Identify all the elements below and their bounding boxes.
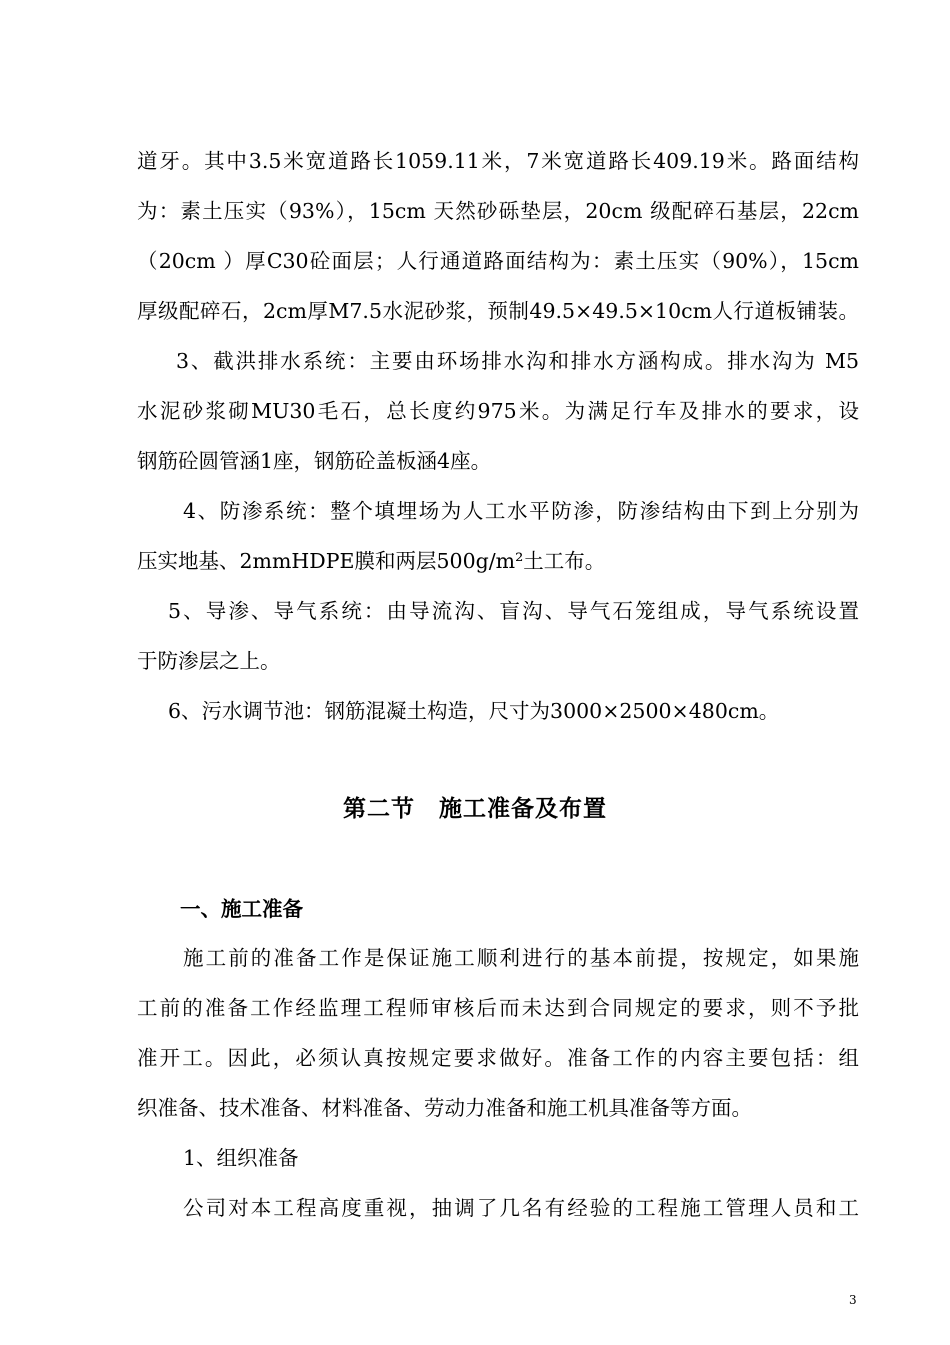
seepage-paragraph-line-2: 压实地基、2mmHDPE膜和两层500g/m²土工布。	[137, 549, 606, 573]
gas-paragraph-line-1: 5、导渗、导气系统：由导流沟、盲沟、导气石笼组成，导气系统设置	[168, 599, 859, 623]
body-line-1: 道牙。其中3.5米宽道路长1059.11米，7米宽道路长409.19米。路面结构	[137, 149, 859, 173]
sewage-paragraph-line: 6、污水调节池：钢筋混凝土构造，尺寸为3000×2500×480cm。	[168, 699, 780, 723]
body-line-2: 为：素土压实（93%），15cm 天然砂砾垫层，20cm 级配碎石基层，22cm	[137, 199, 859, 223]
prep-paragraph-line-1: 施工前的准备工作是保证施工顺利进行的基本前提，按规定，如果施	[183, 946, 859, 970]
body-line-4: 厚级配碎石，2cm厚M7.5水泥砂浆，预制49.5×49.5×10cm人行道板铺装。	[137, 299, 859, 323]
prep-paragraph-line-3: 准开工。因此，必须认真按规定要求做好。准备工作的内容主要包括：组	[137, 1046, 859, 1070]
drainage-paragraph-line-1: 3、截洪排水系统：主要由环场排水沟和排水方涵构成。排水沟为 M5	[176, 349, 859, 373]
drainage-paragraph-line-2: 水泥砂浆砌MU30毛石，总长度约975米。为满足行车及排水的要求，设	[137, 399, 859, 423]
organization-prep-heading: 1、组织准备	[183, 1146, 299, 1170]
subsection-title: 一、施工准备	[180, 897, 303, 921]
page-number: 3	[849, 1293, 857, 1307]
seepage-paragraph-line-1: 4、防渗系统：整个填埋场为人工水平防渗，防渗结构由下到上分别为	[183, 499, 859, 523]
organization-paragraph-line-1: 公司对本工程高度重视，抽调了几名有经验的工程施工管理人员和工	[183, 1196, 859, 1220]
section-title: 第二节 施工准备及布置	[343, 795, 607, 822]
drainage-paragraph-line-3: 钢筋砼圆管涵1座，钢筋砼盖板涵4座。	[137, 449, 492, 473]
body-line-3: （20cm ）厚C30砼面层；人行通道路面结构为：素土压实（90%），15cm	[137, 249, 859, 273]
prep-paragraph-line-2: 工前的准备工作经监理工程师审核后而未达到合同规定的要求，则不予批	[137, 996, 859, 1020]
gas-paragraph-line-2: 于防渗层之上。	[137, 649, 281, 673]
prep-paragraph-line-4: 织准备、技术准备、材料准备、劳动力准备和施工机具准备等方面。	[137, 1096, 752, 1120]
